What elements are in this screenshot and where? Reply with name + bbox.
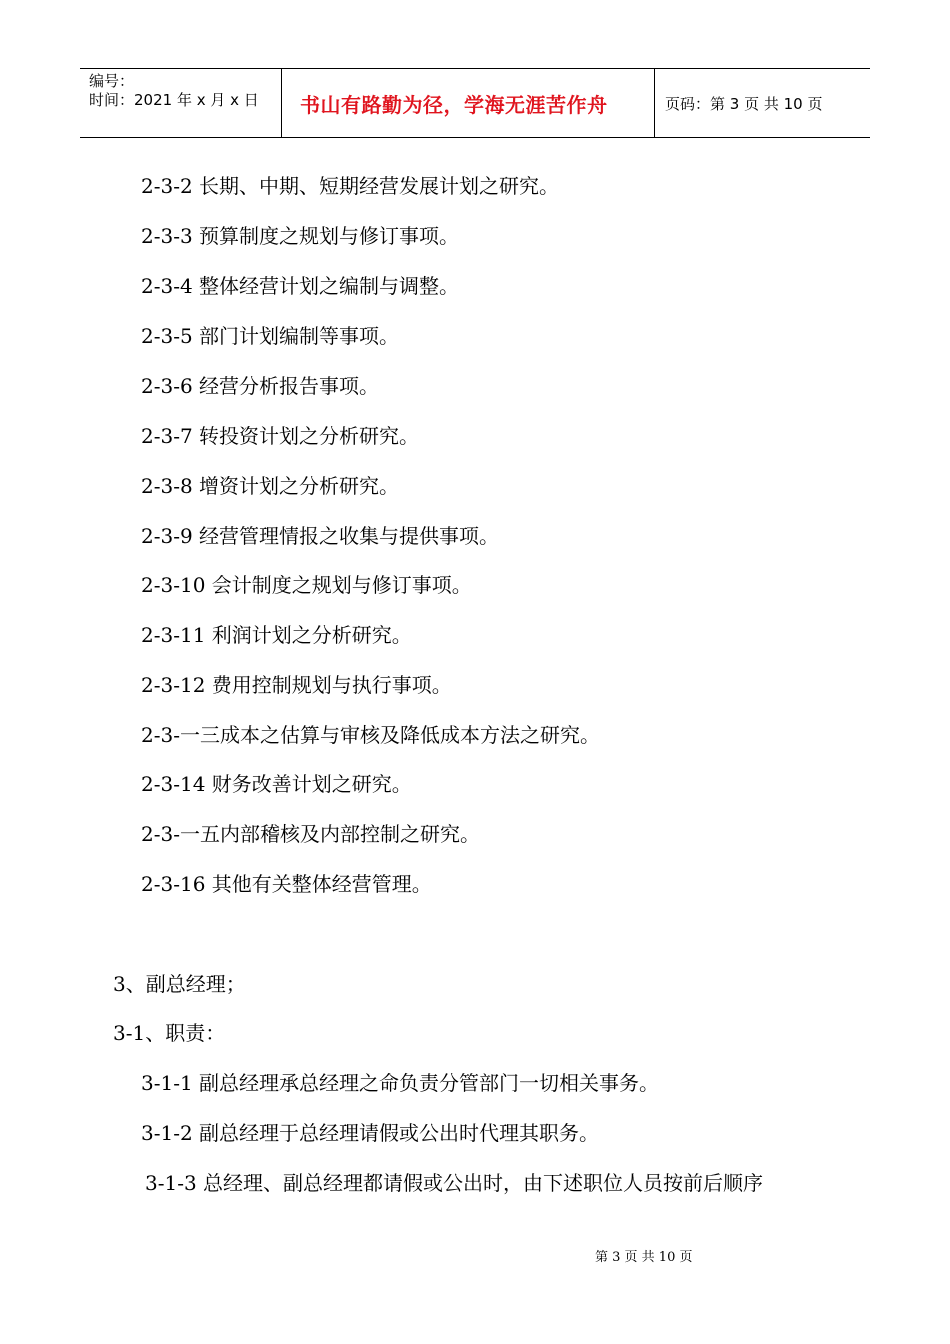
body-line: 2-3-6 经营分析报告事项。: [141, 374, 380, 398]
document-date: 时间：2021 年 x 月 x 日: [89, 91, 259, 109]
body-line: 3-1-1 副总经理承总经理之命负责分管部门一切相关事务。: [141, 1071, 660, 1095]
body-line: 2-3-12 费用控制规划与执行事项。: [141, 673, 452, 697]
document-header: [80, 68, 870, 138]
body-line: 2-3-3 预算制度之规划与修订事项。: [141, 224, 460, 248]
header-meta: [80, 69, 282, 137]
body-line: 2-3-一三成本之估算与审核及降低成本方法之研究。: [141, 723, 600, 747]
body-line: 2-3-7 转投资计划之分析研究。: [141, 424, 420, 448]
subsection-heading: 3-1、职责：: [113, 1021, 226, 1045]
body-line: 2-3-16 其他有关整体经营管理。: [141, 872, 432, 896]
body-line: 2-3-9 经营管理情报之收集与提供事项。: [141, 524, 500, 548]
body-line: 2-3-一五内部稽核及内部控制之研究。: [141, 822, 480, 846]
page-footer: 第 3 页 共 10 页: [595, 1250, 693, 1265]
body-line: 2-3-5 部门计划编制等事项。: [141, 324, 400, 348]
body-line: 2-3-11 利润计划之分析研究。: [141, 623, 412, 647]
body-line: 2-3-10 会计制度之规划与修订事项。: [141, 573, 472, 597]
body-line: 3-1-3 总经理、副总经理都请假或公出时，由下述职位人员按前后顺序: [145, 1171, 764, 1195]
section-heading: 3、副总经理；: [113, 972, 246, 996]
body-line: 2-3-8 增资计划之分析研究。: [141, 474, 400, 498]
header-motto: 书山有路勤为径，学海无涯苦作舟: [282, 69, 655, 137]
document-number-label: 编号：: [89, 72, 135, 90]
body-line: 2-3-2 长期、中期、短期经营发展计划之研究。: [141, 174, 560, 198]
body-line: 2-3-14 财务改善计划之研究。: [141, 772, 412, 796]
body-line: 3-1-2 副总经理于总经理请假或公出时代理其职务。: [141, 1121, 600, 1145]
header-page-code: 页码：第 3 页 共 10 页: [665, 94, 823, 113]
body-line: 2-3-4 整体经营计划之编制与调整。: [141, 274, 460, 298]
